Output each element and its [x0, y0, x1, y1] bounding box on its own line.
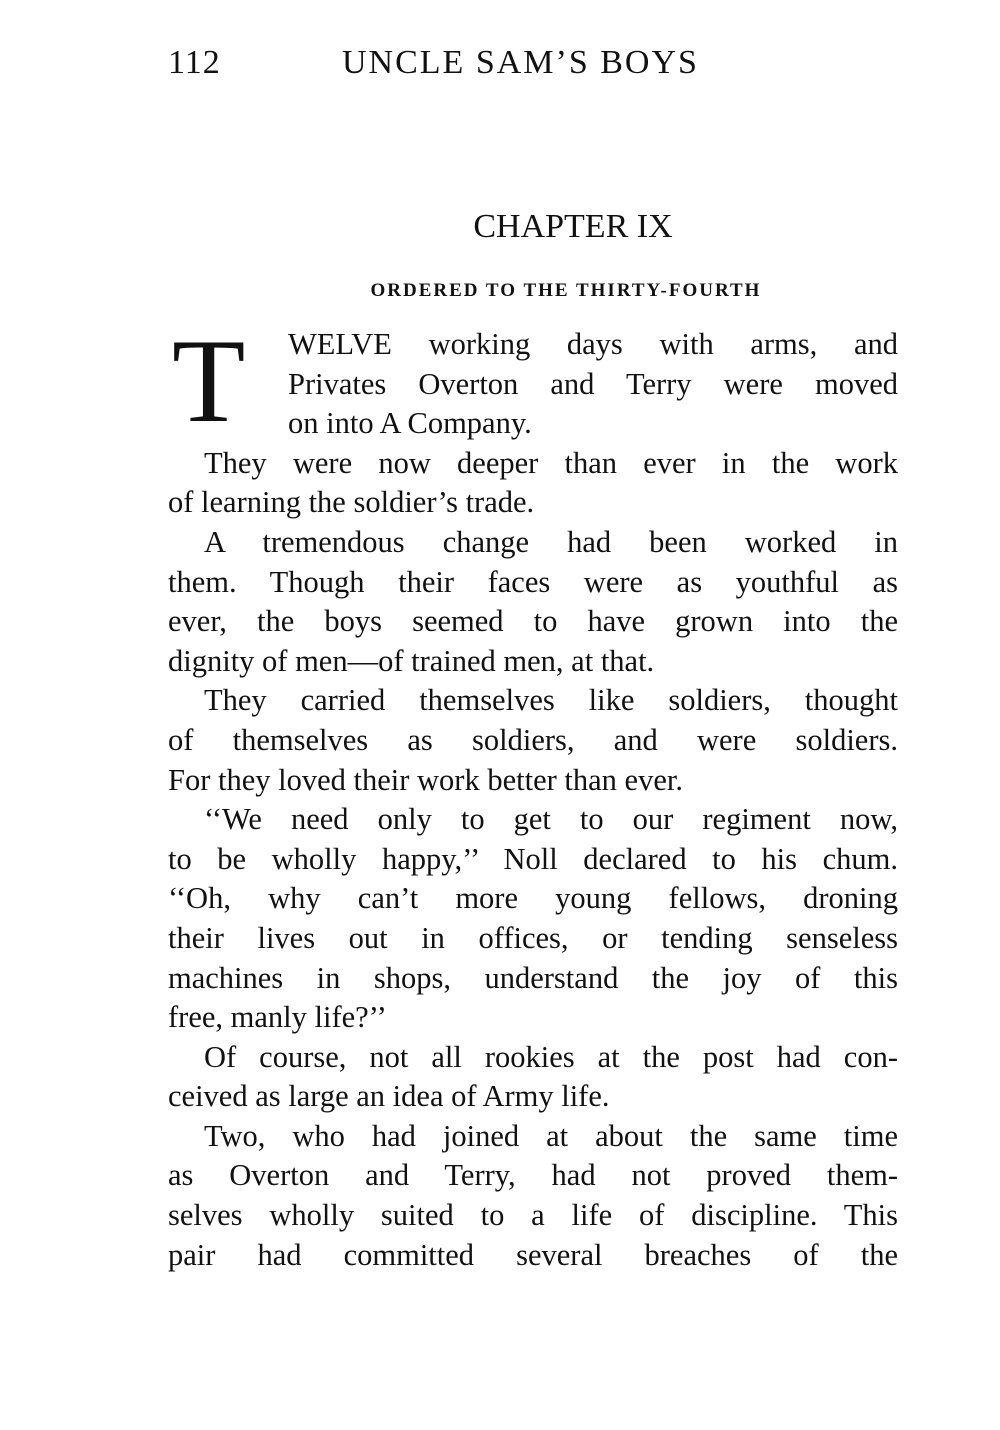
- chapter-subtitle: ORDERED TO THE THIRTY-FOURTH: [370, 280, 762, 301]
- drop-cap: T: [172, 314, 246, 447]
- text-line: They were now deeper than ever in the work: [204, 445, 898, 480]
- text-line: A tremendous change had been worked in: [204, 524, 898, 559]
- text-line: dignity of men—of trained men, at that.: [168, 643, 655, 678]
- running-head: [168, 44, 728, 88]
- book-title: UNCLE SAM’S BOYS: [342, 44, 699, 81]
- text-line: pair had committed several breaches of the: [168, 1237, 898, 1272]
- text-line: as Overton and Terry, had not proved them-: [168, 1158, 898, 1193]
- text-line: Privates Overton and Terry were moved: [288, 366, 898, 401]
- text-line: Two, who had joined at about the same time: [204, 1118, 898, 1153]
- text-line: ceived as large an idea of Army life.: [168, 1079, 610, 1114]
- chapter-heading: CHAPTER IX: [473, 208, 673, 245]
- text-line: WELVE working days with arms, and: [288, 327, 898, 361]
- text-line: Of course, not all rookies at the post had con-: [204, 1039, 898, 1074]
- text-line: ever, the boys seemed to have grown into the: [168, 604, 898, 639]
- text-line: machines in shops, understand the joy of this: [168, 960, 898, 995]
- page-number: 112: [168, 44, 221, 81]
- text-line: selves wholly suited to a life of discipline. This: [168, 1198, 898, 1233]
- text-line: on into A Company.: [288, 406, 532, 441]
- text-line: ‘‘Oh, why can’t more young fellows, droning: [168, 881, 898, 916]
- text-line: They carried themselves like soldiers, thought: [204, 683, 898, 718]
- text-line: free, manly life?’’: [168, 1000, 387, 1035]
- text-line: of learning the soldier’s trade.: [168, 485, 535, 520]
- text-line: For they loved their work better than ever.: [168, 762, 683, 797]
- text-line: ‘‘We need only to get to our regiment now,: [204, 802, 898, 837]
- text-line: them. Though their faces were as youthful as: [168, 564, 898, 599]
- text-line: of themselves as soldiers, and were soldiers.: [168, 722, 898, 757]
- body-text: [168, 314, 898, 1275]
- text-line: their lives out in offices, or tending senseless: [168, 920, 898, 955]
- text-line: to be wholly happy,’’ Noll declared to his chum.: [168, 841, 898, 876]
